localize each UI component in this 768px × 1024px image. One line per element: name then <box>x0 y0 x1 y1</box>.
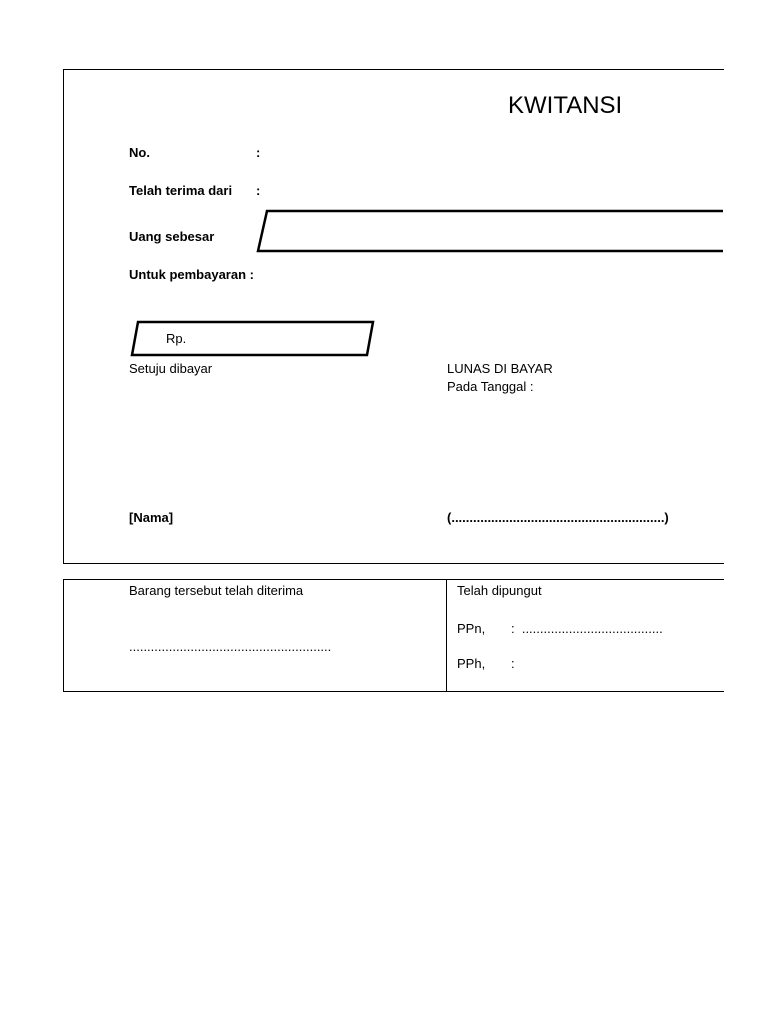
ppn-value: : ....................................... <box>511 621 663 636</box>
signer-line-right: (...........................................................) <box>447 510 669 525</box>
no-colon: : <box>256 145 261 160</box>
pph-value: : <box>511 656 515 671</box>
amount-box <box>0 0 768 400</box>
ppn-label: PPn, <box>457 621 486 636</box>
payment-purpose-label: Untuk pembayaran : <box>129 267 254 282</box>
approved-label: Setuju dibayar <box>129 361 213 376</box>
no-label: No. <box>129 145 150 160</box>
received-from-label: Telah terima dari <box>129 183 233 198</box>
goods-received-signature-line: ........................................................ <box>129 639 332 654</box>
pph-label: PPh, <box>457 656 486 671</box>
receipt-title: KWITANSI <box>508 92 623 119</box>
amount-box-label: Rp. <box>166 331 187 346</box>
paid-date-label: Pada Tanggal : <box>447 379 534 394</box>
goods-received-label: Barang tersebut telah diterima <box>129 583 304 598</box>
amount-in-words-label: Uang sebesar <box>129 229 215 244</box>
tax-collected-label: Telah dipungut <box>457 583 542 598</box>
received-from-colon: : <box>256 183 261 198</box>
paid-label: LUNAS DI BAYAR <box>447 361 553 376</box>
footer-divider <box>446 579 447 691</box>
signer-name-left: [Nama] <box>129 510 174 525</box>
